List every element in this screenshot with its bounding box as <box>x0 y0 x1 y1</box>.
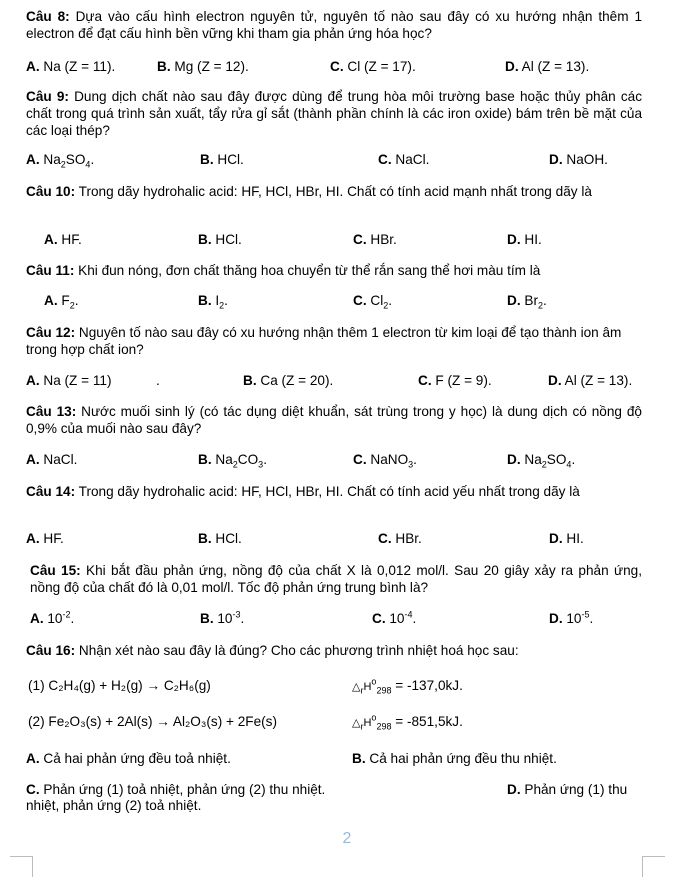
question-9-number: Câu 9: <box>26 89 69 104</box>
question-14-number: Câu 14: <box>26 484 76 499</box>
question-15 <box>30 562 642 596</box>
q13-option-d-label: D. <box>507 452 521 467</box>
q13-option-a-label: A. <box>26 452 40 467</box>
q10-option-d-label: D. <box>507 232 521 247</box>
q13-option-c <box>353 451 417 468</box>
q14-option-c <box>378 530 422 547</box>
q9-option-a-part1: Na <box>43 152 61 167</box>
question-9 <box>26 88 642 139</box>
q15-option-a-exp: -2 <box>62 609 71 620</box>
q9-option-d-text: NaOH. <box>566 152 608 167</box>
reaction-2-enthalpy-sub: 298 <box>376 721 392 732</box>
q15-option-c-end: . <box>412 611 417 626</box>
q13-option-b <box>198 451 267 468</box>
q15-option-b-end: . <box>240 611 245 626</box>
reaction-1-enthalpy-sup: o <box>371 676 377 687</box>
q13-option-c-part1: NaNO <box>370 452 409 467</box>
question-14-stem: Trong dãy hydrohalic acid: HF, HCl, HBr, HI. Chất có tính acid yếu nhất trong dãy là <box>78 484 580 499</box>
q9-option-a-sub2: 4 <box>85 159 91 170</box>
q12-option-c-text: F (Z = 9). <box>435 373 492 388</box>
reaction-2 <box>28 713 277 730</box>
question-8 <box>26 8 642 42</box>
q16-option-c-label: C. <box>26 782 40 797</box>
q16-option-b-text: Cả hai phản ứng đều thu nhiệt. <box>369 751 557 766</box>
q14-option-b-text: HCl. <box>215 531 242 546</box>
question-13-stem: Nước muối sinh lý (có tác dụng diệt khuẩn, sát trùng trong y học) là dung dịch có nồng độ 0,9% của muối nào sau đây? <box>26 404 642 436</box>
q12-option-a-label: A. <box>26 373 40 388</box>
q15-option-c-label: C. <box>372 611 386 626</box>
q16-option-b-label: B. <box>352 751 366 766</box>
q8-option-d-label: D. <box>505 59 519 74</box>
q16-option-b <box>352 750 557 767</box>
q14-option-a <box>26 530 64 547</box>
reaction-2-enthalpy <box>352 713 463 732</box>
q15-option-b-base: 10 <box>217 611 233 626</box>
delta-icon: △ <box>352 717 361 729</box>
q12-option-d <box>548 372 632 389</box>
q16-option-a-text: Cả hai phản ứng đều toả nhiệt. <box>43 751 231 766</box>
q9-option-d-label: D. <box>549 152 563 167</box>
question-11-stem: Khi đun nóng, đơn chất thăng hoa chuyển từ thể rắn sang thể hơi màu tím là <box>78 263 541 278</box>
q16-option-d-text: Phản ứng (1) thu <box>524 782 628 797</box>
q15-option-c-exp: -4 <box>404 609 413 620</box>
q15-option-d-base: 10 <box>566 611 582 626</box>
reaction-1-enthalpy-sub: 298 <box>376 685 392 696</box>
q11-option-d-label: D. <box>507 293 521 308</box>
q12-option-b-text: Ca (Z = 20). <box>260 373 334 388</box>
q11-option-a-label: A. <box>44 293 58 308</box>
q15-option-c <box>372 610 416 627</box>
q11-option-b-text: I <box>215 293 220 308</box>
q11-option-a <box>44 292 78 309</box>
q15-option-d-exp: -5 <box>581 609 590 620</box>
crop-mark-left <box>10 856 33 877</box>
question-8-stem: Dựa vào cấu hình electron nguyên tử, nguyên tố nào sau đây có xu hướng nhận thêm 1 electron để đạt cấu hình bền vững khi tham gia phản ứng hóa học? <box>26 9 643 41</box>
q12-option-c <box>418 372 492 389</box>
q10-option-c <box>353 231 397 248</box>
q8-option-b-label: B. <box>157 59 171 74</box>
question-12-number: Câu 12: <box>26 325 76 340</box>
q15-option-a-end: . <box>70 611 75 626</box>
q9-option-a-part2: SO <box>65 152 86 167</box>
q13-option-d-part1: Na <box>524 452 542 467</box>
reaction-2-label: (2) <box>28 714 45 729</box>
q9-option-a-label: A. <box>26 152 40 167</box>
delta-icon: △ <box>352 681 361 693</box>
q8-option-d <box>505 58 589 75</box>
q15-option-a-base: 10 <box>47 611 63 626</box>
q9-option-a-part3: . <box>90 152 95 167</box>
reaction-2-enthalpy-sup: o <box>371 712 377 723</box>
q16-option-c-text: Phản ứng (1) toả nhiệt, phản ứng (2) thu nhiệt. <box>43 782 326 797</box>
q15-option-d <box>549 610 593 627</box>
q9-option-c-text: NaCl. <box>395 152 430 167</box>
q13-option-c-sub1: 3 <box>408 459 414 470</box>
reaction-1 <box>28 677 211 694</box>
reaction-1-enthalpy-H: H <box>363 681 372 693</box>
q13-option-d-end: . <box>571 452 576 467</box>
q13-option-b-sub1: 2 <box>232 459 238 470</box>
q9-option-b <box>200 151 244 168</box>
q13-option-b-part1: Na <box>215 452 233 467</box>
q11-option-b-end: . <box>224 293 228 308</box>
q8-option-a <box>26 58 115 75</box>
q14-option-c-text: HBr. <box>395 531 422 546</box>
q16-option-a <box>26 750 231 767</box>
q8-option-c <box>330 58 416 75</box>
q9-option-b-text: HCl. <box>217 152 244 167</box>
q13-option-d-sub2: 4 <box>566 459 572 470</box>
question-10-stem: Trong dãy hydrohalic acid: HF, HCl, HBr, HI. Chất có tính acid mạnh nhất trong dãy là <box>78 184 592 199</box>
q14-option-d <box>549 530 584 547</box>
q12-option-c-label: C. <box>418 373 432 388</box>
question-16-stem: Nhận xét nào sau đây là đúng? Cho các phương trình nhiệt hoá học sau: <box>78 643 519 658</box>
q9-option-b-label: B. <box>200 152 214 167</box>
q13-option-a <box>26 451 77 468</box>
q15-option-b-exp: -3 <box>232 609 241 620</box>
q11-option-b <box>198 292 228 309</box>
q13-option-c-end: . <box>413 452 417 467</box>
q9-option-c-label: C. <box>378 152 392 167</box>
q11-option-c-end: . <box>388 293 393 308</box>
q11-option-c-sub: 2 <box>383 300 389 311</box>
question-12 <box>26 324 642 358</box>
q12-option-d-text: Al (Z = 13). <box>564 373 633 388</box>
question-15-stem: Khi bắt đầu phản ứng, nồng độ của chất X là 0,012 mol/l. Sau 20 giây xảy ra phản ứng, nồng độ của chất đó là 0,01 mol/l. Tốc độ phản ứng trung bình là? <box>30 563 643 595</box>
q11-option-d <box>507 292 547 309</box>
q8-option-c-label: C. <box>330 59 344 74</box>
reaction-2-equation: Fe₂O₃(s) + 2Al(s) → Al₂O₃(s) + 2Fe(s) <box>48 714 277 729</box>
reaction-2-enthalpy-sub-r: r <box>360 721 364 732</box>
q13-option-b-sub2: 3 <box>258 459 264 470</box>
q13-option-c-label: C. <box>353 452 367 467</box>
q16-option-c <box>26 781 325 798</box>
reaction-2-enthalpy-H: H <box>363 717 372 729</box>
q10-option-d <box>507 231 542 248</box>
q13-option-b-part2: CO <box>237 452 259 467</box>
reaction-1-enthalpy-sub-r: r <box>360 685 364 696</box>
question-15-number: Câu 15: <box>30 563 81 578</box>
q10-option-a-text: HF. <box>61 232 82 247</box>
question-8-number: Câu 8: <box>26 9 70 24</box>
q11-option-d-sub: 2 <box>537 300 543 311</box>
q11-option-c-label: C. <box>353 293 367 308</box>
q12-option-a-dot: . <box>156 373 160 388</box>
q15-option-a-label: A. <box>30 611 44 626</box>
q12-option-b <box>243 372 333 389</box>
q11-option-c <box>353 292 392 309</box>
q10-option-d-text: HI. <box>524 232 542 247</box>
q10-option-b-label: B. <box>198 232 212 247</box>
question-10 <box>26 183 642 200</box>
q9-option-d <box>549 151 608 168</box>
question-9-stem: Dung dịch chất nào sau đây được dùng để trung hòa môi trường base hoặc thủy phân các chất trong quá trình sản xuất, tẩy rửa gỉ sắt (thành phần chính là các iron oxide) bám trên bề mặt của các loại thép? <box>26 89 643 138</box>
q15-option-d-end: . <box>589 611 594 626</box>
q12-option-d-label: D. <box>548 373 562 388</box>
question-13 <box>26 403 642 437</box>
q11-option-c-text: Cl <box>370 293 384 308</box>
q14-option-b-label: B. <box>198 531 212 546</box>
q8-option-d-text: Al (Z = 13). <box>521 59 590 74</box>
q11-option-a-end: . <box>74 293 79 308</box>
question-11 <box>26 262 642 279</box>
q10-option-a <box>44 231 82 248</box>
q9-option-a <box>26 151 94 168</box>
q15-option-b-label: B. <box>200 611 214 626</box>
q15-option-c-base: 10 <box>389 611 405 626</box>
q12-option-a-text: Na (Z = 11) <box>43 373 112 388</box>
q8-option-b-text: Mg (Z = 12). <box>174 59 249 74</box>
page-number: 2 <box>342 830 352 847</box>
q15-option-d-label: D. <box>549 611 563 626</box>
q15-option-b <box>200 610 244 627</box>
question-16 <box>26 642 642 659</box>
q10-option-a-label: A. <box>44 232 58 247</box>
q14-option-d-text: HI. <box>566 531 584 546</box>
q10-option-c-text: HBr. <box>370 232 397 247</box>
q11-option-b-sub: 2 <box>219 300 225 311</box>
question-16-number: Câu 16: <box>26 643 76 658</box>
q14-option-d-label: D. <box>549 531 563 546</box>
q14-option-b <box>198 530 242 547</box>
q13-option-d <box>507 451 575 468</box>
q16-option-d-label: D. <box>507 782 521 797</box>
question-12-stem: Nguyên tố nào sau đây có xu hướng nhận thêm 1 electron từ kim loại để tạo thành ion âm trong hợp chất ion? <box>26 325 622 357</box>
reaction-1-label: (1) <box>28 678 45 693</box>
q8-option-a-label: A. <box>26 59 40 74</box>
reaction-1-value: = -137,0kJ. <box>395 678 463 693</box>
question-13-number: Câu 13: <box>26 404 77 419</box>
question-10-number: Câu 10: <box>26 184 76 199</box>
q10-option-b <box>198 231 242 248</box>
q13-option-b-label: B. <box>198 452 212 467</box>
q13-option-a-text: NaCl. <box>43 452 78 467</box>
q10-option-c-label: C. <box>353 232 367 247</box>
q14-option-a-text: HF. <box>43 531 64 546</box>
q14-option-c-label: C. <box>378 531 392 546</box>
q14-option-a-label: A. <box>26 531 40 546</box>
q16-option-a-label: A. <box>26 751 40 766</box>
q8-option-b <box>157 58 249 75</box>
reaction-1-equation: C₂H₄(g) + H₂(g) → C₂H₆(g) <box>48 678 211 693</box>
q13-option-d-sub1: 2 <box>541 459 547 470</box>
q11-option-a-text: F <box>61 293 70 308</box>
q8-option-a-text: Na (Z = 11). <box>43 59 116 74</box>
q13-option-d-part2: SO <box>546 452 567 467</box>
q9-option-c <box>378 151 429 168</box>
q11-option-d-end: . <box>542 293 547 308</box>
q12-option-a <box>26 372 112 389</box>
reaction-2-value: = -851,5kJ. <box>395 714 463 729</box>
q11-option-a-sub: 2 <box>69 300 75 311</box>
question-14 <box>26 483 642 500</box>
question-11-number: Câu 11: <box>26 263 75 278</box>
q15-option-a <box>30 610 74 627</box>
q10-option-b-text: HCl. <box>215 232 242 247</box>
q11-option-d-text: Br <box>524 293 538 308</box>
q16-option-d-continued: nhiệt, phản ứng (2) toả nhiệt. <box>26 798 202 813</box>
reaction-1-enthalpy <box>352 677 463 696</box>
q11-option-b-label: B. <box>198 293 212 308</box>
q16-option-d <box>507 781 627 798</box>
q13-option-b-end: . <box>263 452 267 467</box>
q9-option-a-sub1: 2 <box>60 159 66 170</box>
crop-mark-right <box>642 856 665 877</box>
q12-option-b-label: B. <box>243 373 257 388</box>
q8-option-c-text: Cl (Z = 17). <box>347 59 416 74</box>
